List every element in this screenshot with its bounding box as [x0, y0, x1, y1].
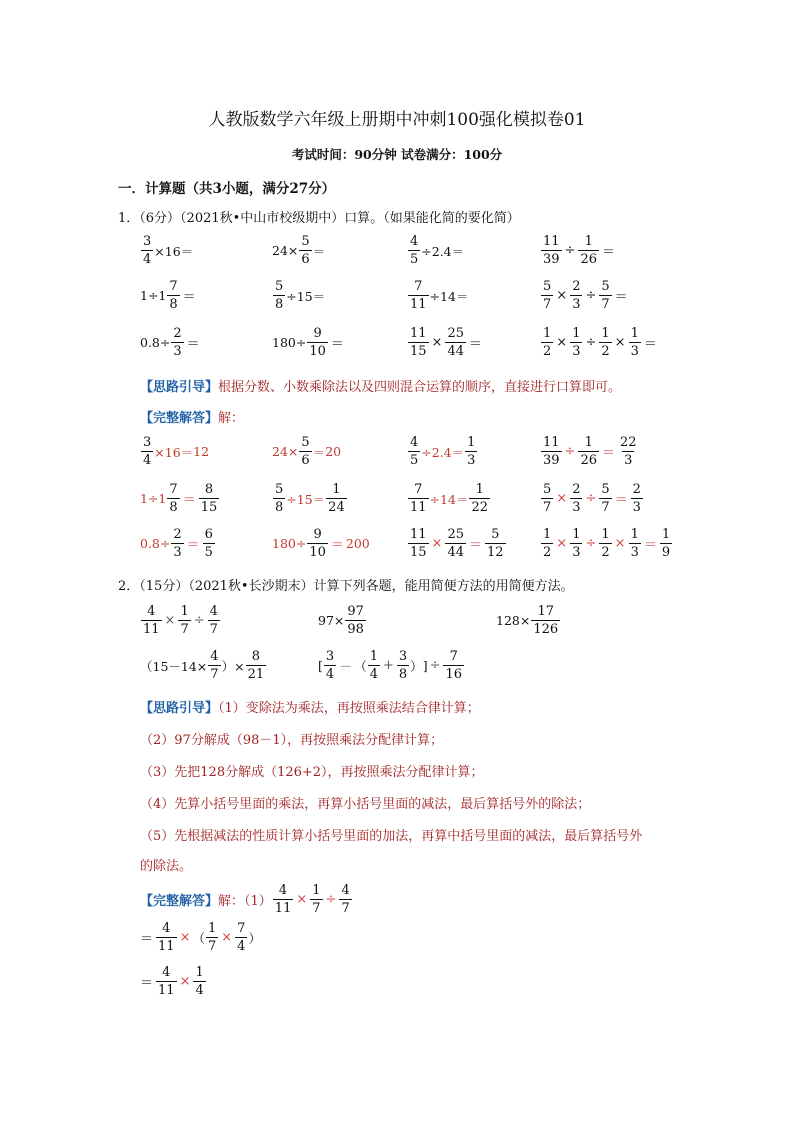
q1-problem-c4: [540, 327, 659, 358]
expr-text: ÷2.4＝: [421, 444, 465, 460]
expr-text: （15－14×: [140, 658, 208, 674]
expr-text: 1÷1: [140, 491, 167, 506]
exam-info: 考试时间：90分钟 试卷满分：100分: [291, 147, 503, 162]
numerator: 25: [447, 527, 464, 542]
equals-sign: ＝: [140, 932, 154, 947]
denominator: 2: [601, 344, 610, 359]
expr-text: ÷2.4＝: [421, 243, 465, 259]
q1-problem-b4: [540, 280, 630, 311]
denominator: 8: [169, 297, 178, 312]
page-title: 人教版数学六年级上册期中冲刺100强化模拟卷01: [208, 110, 586, 130]
times-sign: ×: [614, 536, 626, 551]
denominator: 4: [143, 252, 152, 267]
denominator: 7: [312, 901, 321, 916]
bracket: [: [318, 658, 323, 673]
equals-sign: ＝: [602, 446, 616, 461]
denominator: 39: [543, 252, 560, 267]
numerator: 11: [410, 527, 427, 542]
equals-sign: ＝: [330, 538, 344, 553]
numerator: 8: [251, 649, 260, 664]
q2-hint-2: （2）97分解成（98－1），再按照乘法分配律计算；: [140, 733, 444, 748]
expr-text: 97×: [318, 613, 345, 628]
expr-text: ÷15＝: [286, 288, 326, 304]
denominator: 4: [369, 667, 378, 682]
expr-text: ＝: [312, 444, 326, 460]
expr-text: 24×: [272, 243, 299, 258]
divide-sign: ÷: [564, 444, 576, 459]
numerator: 5: [301, 234, 310, 249]
numerator: 7: [449, 649, 458, 664]
expr-text: ＝: [312, 243, 326, 259]
numerator: 5: [601, 482, 610, 497]
denominator: 8: [398, 667, 408, 682]
equals-sign: ＝: [330, 337, 344, 352]
divide-sign: ÷: [193, 613, 205, 628]
numerator: 7: [237, 921, 246, 936]
denominator: 3: [624, 453, 633, 468]
q1-answer-b2: [272, 483, 348, 514]
numerator: 4: [278, 883, 288, 898]
expr-text: 180÷: [272, 335, 307, 350]
denominator: 98: [347, 622, 364, 637]
q1-answer-a3: [407, 436, 478, 467]
section-heading: 一．计算题（共3小题，满分27分）: [118, 181, 336, 197]
denominator: 3: [467, 453, 476, 468]
equals-sign: ＝: [602, 245, 616, 260]
expr-text: ×16＝: [154, 243, 194, 259]
equals-sign: ＝: [140, 976, 154, 991]
q1-problem-c2: [272, 327, 346, 358]
numerator: 1: [661, 527, 671, 542]
divide-sign: ÷: [585, 288, 597, 303]
equals-sign: ＝: [469, 337, 483, 352]
numerator: 17: [537, 604, 555, 619]
denominator: 7: [210, 667, 219, 682]
numerator: 1: [630, 326, 639, 341]
times-sign: ×: [556, 491, 568, 506]
numerator: 2: [632, 482, 641, 497]
numerator: 2: [173, 527, 182, 542]
denominator: 21: [247, 667, 265, 682]
numerator: 7: [414, 279, 423, 294]
denominator: 7: [601, 500, 610, 515]
numerator: 4: [162, 921, 171, 936]
numerator: 1: [207, 921, 217, 936]
q1-problem-b3: [407, 280, 468, 311]
question-2-stem: 2．（15分）（2021秋•长沙期末）计算下列各题，能用简便方法的用简便方法。: [118, 579, 574, 594]
divide-sign: ÷: [585, 536, 597, 551]
numerator: 2: [572, 482, 581, 497]
denominator: 7: [207, 939, 217, 954]
q1-answer-c3: [407, 528, 507, 559]
q1-problem-a2: [272, 235, 325, 266]
denominator: 7: [601, 297, 610, 312]
denominator: 7: [543, 500, 552, 515]
times-sign: ×: [179, 974, 191, 989]
denominator: 11: [158, 983, 175, 998]
numerator: 1: [312, 883, 321, 898]
numerator: 1: [195, 965, 204, 980]
times-sign: ×: [164, 613, 176, 628]
q1-answer-a4: [540, 436, 640, 467]
times-sign: ×: [431, 536, 443, 551]
divide-sign: ÷: [325, 892, 337, 907]
denominator: 11: [410, 297, 427, 312]
expr-text: ×16＝: [154, 444, 194, 460]
expr-text: 1÷1: [140, 288, 167, 303]
hint-text: 根据分数、小数乘除法以及四则混合运算的顺序，直接进行口算即可。: [218, 380, 622, 395]
bracket: ]: [422, 658, 428, 673]
expr-text: 180÷: [272, 536, 307, 551]
denominator: 4: [143, 453, 152, 468]
numerator: 6: [204, 527, 213, 542]
numerator: 2: [173, 326, 182, 341]
equals-sign: ＝: [643, 337, 657, 352]
minus-sign: －: [339, 660, 353, 675]
denominator: 8: [169, 500, 178, 515]
numerator: 4: [162, 965, 171, 980]
equals-sign: ＝: [614, 290, 628, 305]
denominator: 16: [445, 667, 463, 682]
denominator: 15: [410, 545, 427, 560]
q1-answer-header: [140, 407, 244, 426]
numerator: 22: [620, 435, 637, 450]
numerator: 1: [572, 326, 581, 341]
times-sign: ×: [556, 288, 568, 303]
expr-text: ÷14＝: [429, 491, 469, 507]
equals-sign: ＝: [614, 493, 628, 508]
q1-problem-a3: [407, 235, 464, 266]
numerator: 11: [543, 435, 560, 450]
divide-sign: ÷: [564, 243, 576, 258]
denominator: 24: [328, 500, 345, 515]
denominator: 2: [543, 545, 552, 560]
equals-sign: ＝: [182, 493, 196, 508]
times-sign: ×: [556, 536, 568, 551]
numerator: 1: [584, 234, 593, 249]
numerator: 4: [410, 234, 419, 249]
numerator: 1: [543, 527, 552, 542]
paren: ）: [410, 658, 423, 674]
numerator: 5: [275, 482, 284, 497]
q1-problem-a4: [540, 235, 617, 266]
equals-sign: ＝: [469, 538, 483, 553]
numerator: 4: [147, 604, 156, 619]
hint-tag: 【思路引导】: [140, 380, 219, 395]
denominator: 2: [601, 545, 610, 560]
numerator: 5: [601, 279, 610, 294]
answer-value: 12: [193, 444, 210, 459]
numerator: 4: [209, 604, 218, 619]
q1-answer-b4: [540, 483, 644, 514]
numerator: 8: [204, 482, 214, 497]
q1-hint: [140, 376, 621, 395]
numerator: 1: [572, 527, 581, 542]
denominator: 6: [301, 252, 310, 267]
denominator: 11: [158, 939, 175, 954]
numerator: 7: [414, 482, 423, 497]
numerator: 2: [572, 279, 581, 294]
numerator: 1: [630, 527, 639, 542]
denominator: 5: [410, 252, 419, 267]
q1-problem-b1: [140, 280, 198, 311]
answer-value: 200: [345, 536, 370, 551]
denominator: 7: [180, 622, 189, 637]
denominator: 5: [410, 453, 419, 468]
q2-hint-5: （5）先根据减法的性质计算小括号里面的加法，再算中括号里面的减法，最后算括号外: [140, 829, 643, 844]
denominator: 3: [173, 545, 182, 560]
answer-lead: 解：（1）: [218, 894, 272, 909]
q1-problem-c1: [140, 327, 202, 358]
denominator: 8: [275, 297, 284, 312]
times-sign: ×: [296, 892, 308, 907]
q2-answer-header: [140, 884, 353, 915]
numerator: 4: [210, 649, 219, 664]
denominator: 126: [533, 622, 559, 637]
numerator: 5: [543, 482, 552, 497]
denominator: 15: [200, 500, 218, 515]
divide-sign: ÷: [585, 335, 597, 350]
q2-hint-6: 的除法。: [140, 859, 193, 874]
q2-hint-4: （4）先算小括号里面的乘法，再算小括号里面的减法，最后算括号外的除法；: [140, 797, 591, 812]
q2-problem-4: [140, 650, 267, 681]
answer-tag: 【完整解答】: [140, 411, 219, 426]
paren: ）: [248, 930, 261, 946]
q1-problem-b2: [272, 280, 325, 311]
numerator: 1: [180, 604, 189, 619]
q1-answer-a2: [272, 436, 341, 467]
numerator: 4: [341, 883, 350, 898]
numerator: 1: [601, 326, 610, 341]
numerator: 1: [601, 527, 610, 542]
numerator: 5: [543, 279, 552, 294]
numerator: 7: [169, 482, 178, 497]
numerator: 9: [313, 527, 322, 542]
denominator: 3: [572, 545, 581, 560]
q2-problem-1: [140, 605, 221, 636]
q1-problem-a1: [140, 235, 193, 266]
denominator: 12: [487, 545, 504, 560]
denominator: 3: [632, 500, 641, 515]
denominator: 3: [630, 545, 639, 560]
numerator: 9: [313, 326, 322, 341]
equals-sign: ＝: [186, 538, 200, 553]
numerator: 3: [143, 234, 152, 249]
times-sign: ×: [556, 335, 568, 350]
numerator: 3: [143, 435, 152, 450]
denominator: 3: [630, 344, 639, 359]
equals-sign: ＝: [643, 538, 657, 553]
equals-sign: ＝: [182, 290, 196, 305]
q2-step-1: [138, 922, 261, 953]
hint-tag: 【思路引导】: [140, 701, 219, 716]
denominator: 4: [325, 667, 335, 682]
divide-sign: ÷: [585, 491, 597, 506]
hint-text: （1）变除法为乘法，再按照乘法结合律计算；: [218, 701, 480, 716]
numerator: 5: [491, 527, 500, 542]
times-sign: ×: [179, 930, 191, 945]
denominator: 4: [237, 939, 246, 954]
times-sign: ×: [431, 335, 443, 350]
question-1-stem: 1．（6分）（2021秋•中山市校级期中）口算。（如果能化简的要化简）: [118, 211, 520, 226]
numerator: 1: [584, 435, 593, 450]
numerator: 1: [369, 649, 378, 664]
q1-answer-c2: [272, 528, 370, 559]
numerator: 4: [410, 435, 419, 450]
expr-text: 128×: [496, 613, 531, 628]
numerator: 25: [447, 326, 464, 341]
answer-value: 20: [325, 444, 342, 459]
expr-text: 0.8÷: [140, 335, 171, 350]
denominator: 44: [447, 545, 464, 560]
denominator: 7: [341, 901, 350, 916]
denominator: 7: [209, 622, 218, 637]
denominator: 5: [204, 545, 213, 560]
denominator: 26: [580, 252, 597, 267]
denominator: 3: [572, 500, 581, 515]
numerator: 5: [301, 435, 310, 450]
q2-hint-3: （3）先把128分解成（126+2），再按照乘法分配律计算；: [140, 765, 484, 780]
denominator: 3: [173, 344, 182, 359]
numerator: 97: [347, 604, 364, 619]
numerator: 5: [275, 279, 284, 294]
numerator: 1: [475, 482, 484, 497]
q1-answer-c4: [540, 528, 673, 559]
expr-text: 0.8÷: [140, 536, 171, 551]
denominator: 26: [580, 453, 597, 468]
denominator: 3: [572, 297, 581, 312]
q1-answer-c1: [140, 528, 216, 559]
denominator: 7: [543, 297, 552, 312]
numerator: 7: [169, 279, 178, 294]
q1-answer-b1: [140, 483, 220, 514]
denominator: 9: [661, 545, 671, 560]
denominator: 3: [572, 344, 581, 359]
divide-sign: ÷: [429, 658, 441, 673]
paren: （: [192, 930, 205, 946]
q1-problem-c3: [407, 327, 484, 358]
expr-text: 24×: [272, 444, 299, 459]
q2-hint-1: [140, 697, 480, 716]
q2-problem-3: [496, 605, 561, 636]
paren: （: [354, 658, 367, 674]
denominator: 2: [543, 344, 552, 359]
numerator: 11: [543, 234, 560, 249]
q2-problem-5: [318, 650, 465, 681]
numerator: 1: [332, 482, 341, 497]
denominator: 11: [143, 622, 160, 637]
q2-problem-2: [318, 605, 367, 636]
denominator: 15: [410, 344, 427, 359]
answer-lead: 解：: [218, 411, 245, 426]
q1-answer-a1: [140, 436, 209, 467]
plus-sign: +: [382, 658, 394, 673]
numerator: 11: [410, 326, 427, 341]
numerator: 1: [543, 326, 552, 341]
denominator: 10: [309, 344, 326, 359]
expr-text: ）×: [221, 658, 245, 674]
times-sign: ×: [614, 335, 626, 350]
denominator: 39: [543, 453, 560, 468]
denominator: 22: [471, 500, 488, 515]
denominator: 10: [309, 545, 326, 560]
numerator: 3: [325, 649, 335, 664]
answer-tag: 【完整解答】: [140, 894, 219, 909]
q1-answer-b3: [407, 483, 491, 514]
denominator: 11: [410, 500, 427, 515]
expr-text: ÷14＝: [429, 288, 469, 304]
denominator: 44: [447, 344, 464, 359]
numerator: 3: [398, 649, 408, 664]
denominator: 6: [301, 453, 310, 468]
equals-sign: ＝: [186, 337, 200, 352]
q2-step-2: [138, 966, 207, 997]
expr-text: ÷15＝: [286, 491, 326, 507]
denominator: 8: [275, 500, 284, 515]
denominator: 11: [274, 901, 292, 916]
times-sign: ×: [221, 930, 233, 945]
denominator: 4: [195, 983, 204, 998]
numerator: 1: [467, 435, 476, 450]
